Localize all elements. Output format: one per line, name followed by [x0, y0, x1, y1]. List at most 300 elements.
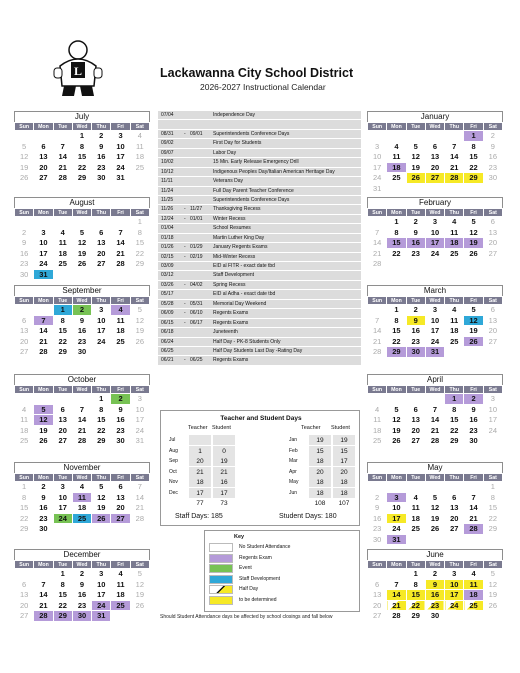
tsd-student-value: 73: [220, 500, 228, 507]
day-cell: 4: [72, 482, 91, 493]
day-header: Tue: [53, 561, 72, 569]
day-cell: 28: [111, 259, 130, 270]
day-cell: 15: [92, 415, 111, 426]
events-list: [158, 111, 361, 366]
day-cell: 3: [425, 217, 444, 228]
day-cell: 18: [464, 590, 483, 601]
day-cell: 2: [72, 305, 91, 316]
day-cell: 10: [34, 238, 53, 249]
day-cell: 28: [34, 611, 53, 622]
week-row: [15, 503, 150, 514]
event-row: [158, 139, 361, 148]
tsd-row: [169, 498, 239, 509]
day-cell: 24: [387, 524, 406, 535]
day-cell: 24: [130, 425, 149, 436]
event-start-date: 03/09: [161, 263, 174, 270]
day-header: Fri: [464, 474, 483, 482]
event-date-dash: -: [184, 130, 186, 137]
event-start-date: 11/11: [161, 178, 173, 185]
week-row: [15, 482, 150, 493]
week-row: [15, 217, 150, 228]
day-cell: 2: [92, 131, 111, 142]
day-cell: 14: [368, 326, 387, 337]
day-cell: 11: [464, 579, 483, 590]
month-calendar-october: [14, 374, 150, 447]
key-swatch: [209, 575, 233, 584]
tsd-row: [289, 477, 359, 488]
day-cell: 22: [92, 425, 111, 436]
day-cell: 2: [15, 227, 34, 238]
day-cell: 13: [92, 238, 111, 249]
key-item: [209, 585, 359, 594]
day-cell: [483, 534, 502, 545]
day-cell: 3: [387, 492, 406, 503]
day-cell: [34, 394, 53, 405]
day-cell: 9: [464, 404, 483, 415]
day-cell: 22: [130, 248, 149, 259]
day-cell: 4: [464, 569, 483, 580]
day-cell: 8: [53, 315, 72, 326]
event-description: Martin Luther King Day: [213, 234, 265, 241]
week-row: [368, 152, 503, 163]
day-cell: 26: [15, 173, 34, 184]
day-header: Sat: [130, 297, 149, 305]
tsd-teacher-value: 20: [309, 467, 331, 477]
day-cell: 1: [72, 131, 91, 142]
day-cell: 12: [387, 415, 406, 426]
day-cell: 25: [72, 513, 91, 524]
day-cell: 21: [425, 425, 444, 436]
day-cell: 24: [53, 513, 72, 524]
event-start-date: 12/24: [161, 215, 174, 222]
day-cell: 5: [92, 482, 111, 493]
day-cell: 5: [464, 305, 483, 316]
day-cell: 31: [34, 269, 53, 280]
day-header: Wed: [72, 474, 91, 482]
event-description: Superintendents Conference Days: [213, 130, 290, 137]
day-cell: 11: [368, 415, 387, 426]
day-cell: 19: [464, 326, 483, 337]
day-header: Sat: [483, 386, 502, 394]
day-cell: [425, 534, 444, 545]
tsd-student-value: 17: [333, 456, 355, 466]
day-cell: 16: [111, 415, 130, 426]
day-cell: 7: [368, 227, 387, 238]
event-start-date: 03/12: [161, 272, 174, 279]
day-header: Mon: [34, 561, 53, 569]
event-row: [158, 271, 361, 280]
day-cell: 28: [425, 436, 444, 447]
day-header: Mon: [34, 123, 53, 131]
day-cell: [111, 611, 130, 622]
day-cell: 30: [464, 436, 483, 447]
week-row: [15, 394, 150, 405]
day-cell: 11: [53, 238, 72, 249]
day-cell: 19: [72, 248, 91, 259]
tsd-month: Aug: [169, 447, 178, 454]
week-row: [15, 227, 150, 238]
event-start-date: 06/15: [161, 319, 174, 326]
day-cell: 16: [72, 326, 91, 337]
week-row: [15, 524, 150, 535]
day-cell: 13: [34, 152, 53, 163]
day-cell: 1: [445, 394, 464, 405]
week-row: [368, 305, 503, 316]
day-cell: 11: [387, 152, 406, 163]
day-cell: 14: [72, 415, 91, 426]
day-cell: 11: [406, 503, 425, 514]
day-header: Mon: [387, 123, 406, 131]
week-row: [15, 415, 150, 426]
event-description: Regents Exams: [213, 319, 249, 326]
day-cell: 11: [15, 415, 34, 426]
day-cell: 11: [445, 227, 464, 238]
day-cell: [483, 436, 502, 447]
day-cell: 10: [130, 404, 149, 415]
event-row: [158, 243, 361, 252]
day-cell: 27: [92, 259, 111, 270]
day-cell: 17: [387, 513, 406, 524]
day-cell: 1: [92, 394, 111, 405]
day-header: Tue: [406, 209, 425, 217]
day-cell: 21: [34, 336, 53, 347]
day-cell: 8: [483, 492, 502, 503]
day-header: Sun: [15, 386, 34, 394]
tsd-teacher-value: [189, 435, 211, 445]
day-cell: 1: [483, 482, 502, 493]
week-row: [15, 600, 150, 611]
day-header: Fri: [464, 297, 483, 305]
day-cell: 14: [425, 415, 444, 426]
day-cell: 13: [445, 503, 464, 514]
day-cell: 4: [130, 131, 149, 142]
day-cell: [406, 482, 425, 493]
day-cell: 3: [92, 305, 111, 316]
key-title: Key: [234, 534, 245, 540]
day-cell: 1: [387, 217, 406, 228]
event-row: [158, 262, 361, 271]
event-start-date: 01/26: [161, 244, 174, 251]
key-item: [209, 564, 359, 573]
day-header: Fri: [464, 386, 483, 394]
tsd-teacher-value: 20: [189, 456, 211, 466]
day-cell: [130, 269, 149, 280]
day-cell: 19: [130, 326, 149, 337]
day-cell: 3: [111, 131, 130, 142]
day-cell: 30: [483, 173, 502, 184]
event-description: Thanksgiving Recess: [213, 206, 261, 213]
day-cell: 18: [111, 590, 130, 601]
week-row: [368, 315, 503, 326]
day-cell: [130, 173, 149, 184]
day-cell: 1: [387, 305, 406, 316]
day-cell: 31: [130, 436, 149, 447]
day-cell: 8: [464, 141, 483, 152]
day-cell: 16: [406, 238, 425, 249]
week-row: [15, 404, 150, 415]
key-item: [209, 596, 359, 605]
day-cell: [406, 259, 425, 270]
day-cell: 30: [406, 347, 425, 358]
event-row: [158, 168, 361, 177]
day-cell: 6: [53, 404, 72, 415]
day-cell: 7: [445, 141, 464, 152]
day-cell: 17: [34, 248, 53, 259]
day-cell: [92, 269, 111, 280]
week-row: [368, 173, 503, 184]
day-cell: 30: [72, 611, 91, 622]
day-cell: 8: [92, 404, 111, 415]
week-row: [15, 590, 150, 601]
day-header: Thu: [92, 474, 111, 482]
day-cell: 18: [368, 425, 387, 436]
tsd-student-header-left: Student: [212, 425, 231, 431]
day-cell: 15: [464, 152, 483, 163]
day-header: Sat: [483, 474, 502, 482]
day-cell: 12: [34, 415, 53, 426]
day-header: Wed: [425, 474, 444, 482]
week-row: [15, 336, 150, 347]
day-cell: 7: [387, 579, 406, 590]
day-cell: 3: [34, 227, 53, 238]
day-cell: 5: [483, 569, 502, 580]
day-cell: [72, 217, 91, 228]
day-cell: [53, 131, 72, 142]
day-cell: 22: [72, 162, 91, 173]
tsd-teacher-value: 18: [309, 477, 331, 487]
tsd-row: [169, 435, 239, 446]
day-cell: 17: [130, 415, 149, 426]
day-cell: 28: [34, 347, 53, 358]
day-cell: 19: [92, 503, 111, 514]
day-cell: 13: [483, 227, 502, 238]
day-cell: 29: [53, 347, 72, 358]
day-cell: 20: [53, 425, 72, 436]
day-cell: 18: [130, 152, 149, 163]
tsd-title: Teacher and Student Days: [220, 415, 302, 422]
event-row: [158, 224, 361, 233]
tsd-month: Mar: [289, 458, 298, 464]
day-cell: 10: [92, 579, 111, 590]
day-cell: 22: [464, 162, 483, 173]
day-cell: 31: [387, 534, 406, 545]
tsd-student-value: [213, 435, 235, 445]
day-header: Sun: [15, 561, 34, 569]
day-cell: 6: [445, 492, 464, 503]
tsd-student-value: 19: [213, 456, 235, 466]
day-cell: 26: [387, 436, 406, 447]
day-cell: 25: [464, 600, 483, 611]
day-header: Sun: [15, 474, 34, 482]
day-cell: [111, 269, 130, 280]
week-row: [15, 315, 150, 326]
month-calendar-may: [367, 462, 503, 545]
key-label: Regents Exam: [239, 554, 272, 561]
key-item: [209, 543, 359, 552]
day-cell: 6: [425, 141, 444, 152]
week-row: [15, 152, 150, 163]
event-row: [158, 347, 361, 356]
day-header: Sun: [368, 209, 387, 217]
day-cell: [445, 347, 464, 358]
day-cell: 10: [425, 227, 444, 238]
day-cell: 10: [92, 315, 111, 326]
day-cell: 25: [111, 600, 130, 611]
event-start-date: 05/17: [161, 291, 174, 298]
day-cell: 6: [34, 141, 53, 152]
day-cell: 16: [406, 326, 425, 337]
footer-note: Should Student Attendance days be affected by school closings and fall below: [160, 614, 333, 620]
day-cell: 29: [464, 173, 483, 184]
month-calendar-february: [367, 197, 503, 270]
day-cell: 10: [483, 404, 502, 415]
day-cell: 16: [368, 513, 387, 524]
tsd-row: [289, 435, 359, 446]
day-cell: 26: [130, 600, 149, 611]
tsd-month: Oct: [169, 468, 177, 475]
event-description: January Regents Exams: [213, 244, 268, 251]
week-row: [15, 141, 150, 152]
day-cell: [111, 217, 130, 228]
day-cell: 11: [445, 315, 464, 326]
day-cell: 6: [368, 579, 387, 590]
day-header: Mon: [34, 297, 53, 305]
event-description: Memorial Day Weekend: [213, 300, 267, 307]
event-start-date: 06/25: [161, 348, 174, 354]
day-cell: [445, 611, 464, 622]
tsd-month: Jul: [169, 437, 176, 443]
event-end-date: 06/10: [190, 310, 203, 317]
event-row: [158, 319, 361, 328]
day-header: Thu: [92, 297, 111, 305]
day-cell: 9: [111, 404, 130, 415]
month-title: October: [14, 374, 150, 385]
day-cell: 29: [15, 524, 34, 535]
day-header: Wed: [425, 209, 444, 217]
event-row: [158, 290, 361, 299]
day-cell: 14: [464, 503, 483, 514]
tsd-month: Jan: [289, 437, 298, 443]
tsd-row: [289, 446, 359, 457]
day-cell: 21: [130, 503, 149, 514]
event-start-date: 06/24: [161, 338, 174, 345]
day-header: Wed: [425, 123, 444, 131]
day-cell: 4: [387, 141, 406, 152]
day-header: Sun: [15, 209, 34, 217]
day-cell: 17: [111, 152, 130, 163]
day-cell: [445, 534, 464, 545]
day-cell: [483, 611, 502, 622]
day-cell: 17: [425, 238, 444, 249]
day-header: Fri: [111, 297, 130, 305]
day-cell: 9: [92, 141, 111, 152]
event-description: 15 Min. Early Release Emergency Drill: [213, 159, 299, 166]
day-cell: 8: [72, 141, 91, 152]
day-cell: 16: [483, 152, 502, 163]
day-cell: [425, 259, 444, 270]
day-cell: 7: [72, 404, 91, 415]
week-row: [368, 162, 503, 173]
day-cell: 23: [15, 259, 34, 270]
week-row: [368, 492, 503, 503]
day-cell: 27: [15, 347, 34, 358]
week-row: [368, 183, 503, 194]
day-header: Wed: [72, 561, 91, 569]
day-cell: 20: [445, 513, 464, 524]
day-cell: [425, 482, 444, 493]
event-start-date: 11/26: [161, 206, 174, 213]
tsd-student-header-right: Student: [331, 425, 350, 431]
tsd-student-value: 20: [333, 467, 355, 477]
event-start-date: 06/09: [161, 310, 174, 317]
day-cell: 30: [368, 534, 387, 545]
staff-days-total: Staff Days: 185: [175, 513, 223, 520]
week-row: [368, 336, 503, 347]
day-cell: 30: [34, 524, 53, 535]
day-cell: 12: [130, 579, 149, 590]
day-cell: 29: [483, 524, 502, 535]
event-row: [158, 158, 361, 167]
day-header: Fri: [111, 386, 130, 394]
day-cell: 25: [368, 436, 387, 447]
day-cell: 28: [445, 173, 464, 184]
day-header: Sat: [483, 297, 502, 305]
day-cell: 9: [406, 315, 425, 326]
day-cell: 13: [15, 326, 34, 337]
day-cell: 4: [111, 305, 130, 316]
day-cell: 8: [53, 579, 72, 590]
day-cell: 29: [53, 611, 72, 622]
day-cell: 20: [483, 326, 502, 337]
event-row: [158, 205, 361, 214]
day-cell: 23: [368, 524, 387, 535]
day-cell: 12: [406, 152, 425, 163]
event-description: Spring Recess: [213, 281, 246, 288]
day-header: Fri: [111, 474, 130, 482]
day-header: Thu: [92, 386, 111, 394]
tsd-teacher-value: 19: [309, 435, 331, 445]
day-cell: 7: [464, 492, 483, 503]
day-cell: 14: [53, 152, 72, 163]
tsd-student-value: 18: [333, 477, 355, 487]
day-cell: 18: [15, 425, 34, 436]
day-cell: 28: [72, 436, 91, 447]
week-row: [15, 611, 150, 622]
week-row: [15, 269, 150, 280]
day-header: Wed: [72, 386, 91, 394]
day-cell: 9: [72, 315, 91, 326]
day-cell: 14: [387, 590, 406, 601]
event-end-date: 06/25: [190, 357, 203, 364]
day-header: Tue: [406, 474, 425, 482]
day-cell: 25: [15, 436, 34, 447]
day-header: Fri: [464, 209, 483, 217]
day-header: Thu: [445, 561, 464, 569]
tsd-month: Feb: [289, 447, 298, 454]
day-cell: 21: [368, 248, 387, 259]
day-cell: 22: [15, 513, 34, 524]
event-description: Staff Development: [213, 272, 255, 279]
day-cell: 7: [368, 315, 387, 326]
event-end-date: 01/29: [190, 244, 203, 251]
week-row: [368, 347, 503, 358]
event-description: Independence Day: [213, 112, 255, 118]
day-cell: 11: [111, 579, 130, 590]
tsd-teacher-value: 108: [314, 500, 326, 507]
day-cell: [92, 524, 111, 535]
day-cell: 21: [387, 600, 406, 611]
tsd-row: [289, 498, 359, 509]
